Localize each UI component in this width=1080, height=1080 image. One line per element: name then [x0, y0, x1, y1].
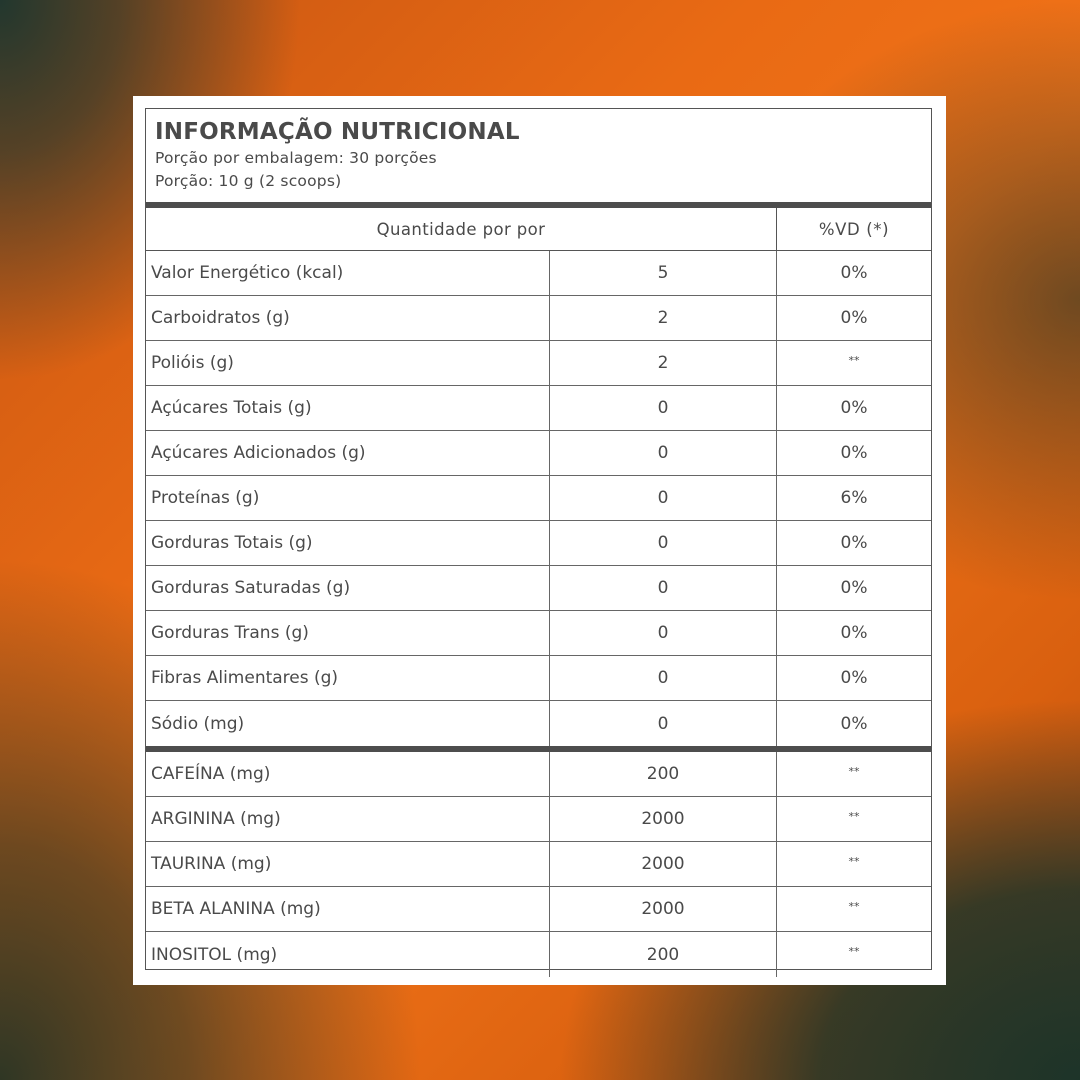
nutrient-quantity: 0 — [550, 566, 777, 610]
table-row — [146, 251, 931, 296]
nutrient-name: Gorduras Saturadas (g) — [146, 566, 550, 610]
table-row — [146, 521, 931, 566]
nutrient-quantity: 0 — [550, 701, 777, 746]
table-row — [146, 341, 931, 386]
nutrient-name: Açúcares Totais (g) — [146, 386, 550, 430]
nutrient-dv: ** — [848, 354, 860, 367]
nutrient-quantity: 0 — [550, 611, 777, 655]
nutrient-dv: 0% — [840, 263, 868, 283]
nutrition-table-frame — [145, 108, 932, 970]
nutrient-quantity: 0 — [550, 476, 777, 520]
nutrient-quantity: 5 — [550, 251, 777, 295]
column-header-row — [146, 208, 931, 251]
nutrient-name: ARGININA (mg) — [146, 797, 550, 841]
quantity-column-header: Quantidade por por — [146, 208, 777, 250]
table-row — [146, 611, 931, 656]
nutrient-dv: 0% — [840, 668, 868, 688]
nutrient-name: INOSITOL (mg) — [146, 932, 550, 977]
nutrient-quantity: 0 — [550, 656, 777, 700]
dv-column-header: %VD (*) — [818, 219, 890, 239]
table-row — [146, 296, 931, 341]
nutrient-dv: 0% — [840, 713, 868, 734]
table-row — [146, 566, 931, 611]
nutrient-name: Sódio (mg) — [146, 701, 550, 746]
nutrient-dv: ** — [848, 810, 860, 823]
table-row — [146, 701, 931, 746]
nutrient-dv: 0% — [840, 578, 868, 598]
nutrient-dv: ** — [848, 900, 860, 913]
nutrient-name: Valor Energético (kcal) — [146, 251, 550, 295]
nutrient-name: Gorduras Totais (g) — [146, 521, 550, 565]
nutrient-quantity: 200 — [550, 932, 777, 977]
supplement-rows — [146, 752, 931, 977]
table-row — [146, 842, 931, 887]
nutrient-quantity: 2000 — [550, 887, 777, 931]
nutrient-name: Açúcares Adicionados (g) — [146, 431, 550, 475]
table-row — [146, 887, 931, 932]
nutrient-quantity: 0 — [550, 386, 777, 430]
label-header — [146, 109, 931, 202]
label-title: INFORMAÇÃO NUTRICIONAL — [155, 119, 520, 145]
nutrient-quantity: 2 — [550, 296, 777, 340]
nutrient-name: Carboidratos (g) — [146, 296, 550, 340]
nutrient-quantity: 2000 — [550, 797, 777, 841]
nutrient-quantity: 0 — [550, 521, 777, 565]
nutrient-rows — [146, 251, 931, 746]
nutrient-dv: ** — [848, 765, 860, 778]
nutrient-dv: 0% — [840, 443, 868, 463]
nutrient-name: Fibras Alimentares (g) — [146, 656, 550, 700]
nutrient-name: CAFEÍNA (mg) — [146, 752, 550, 796]
table-row — [146, 656, 931, 701]
nutrient-dv: ** — [848, 945, 860, 958]
table-row — [146, 752, 931, 797]
nutrient-quantity: 2000 — [550, 842, 777, 886]
nutrient-dv: 0% — [840, 623, 868, 643]
table-row — [146, 797, 931, 842]
table-row — [146, 932, 931, 977]
nutrient-name: BETA ALANINA (mg) — [146, 887, 550, 931]
nutrient-dv: 6% — [840, 488, 868, 508]
nutrient-name: Polióis (g) — [146, 341, 550, 385]
nutrient-dv: ** — [848, 855, 860, 868]
nutrition-label-card — [133, 96, 946, 985]
table-row — [146, 431, 931, 476]
servings-per-package: Porção por embalagem: 30 porções — [155, 149, 437, 167]
nutrient-dv: 0% — [840, 533, 868, 553]
nutrient-quantity: 2 — [550, 341, 777, 385]
nutrient-name: Gorduras Trans (g) — [146, 611, 550, 655]
serving-size: Porção: 10 g (2 scoops) — [155, 172, 342, 190]
table-row — [146, 476, 931, 521]
nutrient-name: TAURINA (mg) — [146, 842, 550, 886]
nutrient-dv: 0% — [840, 398, 868, 418]
nutrient-dv: 0% — [840, 308, 868, 328]
nutrient-quantity: 200 — [550, 752, 777, 796]
nutrient-quantity: 0 — [550, 431, 777, 475]
table-row — [146, 386, 931, 431]
nutrient-name: Proteínas (g) — [146, 476, 550, 520]
